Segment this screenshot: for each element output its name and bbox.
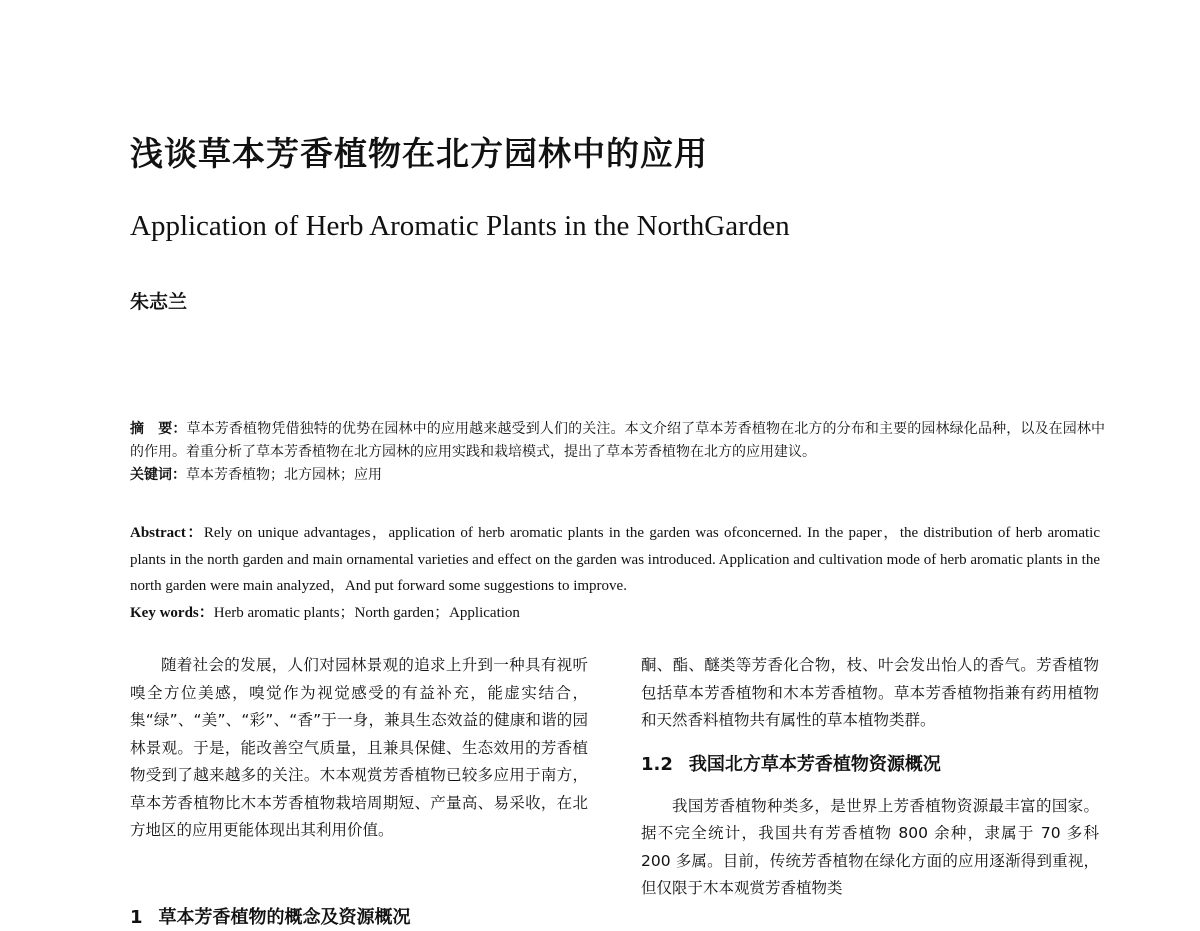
section-1-2-title: 我国北方草本芳香植物资源概况 xyxy=(688,753,941,775)
section-1-title: 草本芳香植物的概念及资源概况 xyxy=(158,907,411,928)
keywords-cn-text: 草本芳香植物；北方园林；应用 xyxy=(186,467,382,483)
abstract-en-label: Abstract： xyxy=(130,525,204,541)
keywords-cn-label: 关键词： xyxy=(130,467,186,483)
keywords-en-label: Key words： xyxy=(130,604,214,621)
keywords-en xyxy=(130,600,1100,627)
continued-paragraph: 酮、酯、醚类等芳香化合物，枝、叶会发出怡人的香气。芳香植物包括草本芳香植物和木本芳香植物。草本芳香植物指兼有药用植物和天然香料植物共有属性的草本植物类群。 xyxy=(641,656,1099,729)
section-1-2-paragraph: 我国芳香植物种类多，是世界上芳香植物资源最丰富的国家。据不完全统计，我国共有芳香植物 800 余种，隶属于 70 多科 200 多属。目前，传统芳香植物在绿化方面的应用逐渐得到重视，但仅限于木本观赏芳香植物类 xyxy=(641,796,1099,897)
abstract-en xyxy=(130,520,1100,600)
paper-title-cn: 浅谈草本芳香植物在北方园林中的应用 xyxy=(130,134,708,173)
keywords-en-text: Herb aromatic plants；North garden；Application xyxy=(213,604,520,621)
body-left-column xyxy=(130,652,588,845)
section-1-heading xyxy=(130,905,411,931)
abstract-cn-label: 摘 要： xyxy=(130,421,187,437)
abstract-en-text: Rely on unique advantages，application of herb aromatic plants in the garden was ofconcerned. In the paper，the distribution of herb aromatic plants in the north garden and main ornamental varieties and effect on the garden was introduced. Application and cultivation mode of herb aromatic plants in the north garden were main analyzed，And put forward some suggestions to improve. xyxy=(130,525,1100,594)
abstract-en-block xyxy=(130,520,1100,626)
abstract-cn-text: 草本芳香植物凭借独特的优势在园林中的应用越来越受到人们的关注。本文介绍了草本芳香植物在北方的分布和主要的园林绿化品种，以及在园林中的作用。着重分析了草本芳香植物在北方园林的应用实践和栽培模式，提出了草本芳香植物在北方的应用建议。 xyxy=(130,421,1105,460)
paper-title-en: Application of Herb Aromatic Plants in the NorthGarden xyxy=(130,210,790,242)
abstract-cn xyxy=(130,418,1105,464)
author-name: 朱志兰 xyxy=(130,291,188,313)
section-1-2-heading xyxy=(641,752,1099,778)
section-1-number: 1 xyxy=(130,907,143,928)
abstract-cn-block xyxy=(130,418,1105,487)
body-right-column xyxy=(641,652,1099,903)
intro-paragraph: 随着社会的发展，人们对园林景观的追求上升到一种具有视听嗅全方位美感，嗅觉作为视觉感受的有益补充，能虚实结合，集“绿”、“美”、“彩”、“香”于一身，兼具生态效益的健康和谐的园林景观。于是，能改善空气质量，且兼具保健、生态效用的芳香植物受到了越来越多的关注。木本观赏芳香植物已较多应用于南方，草本芳香植物比木本芳香植物栽培周期短、产量高、易采收，在北方地区的应用更能体现出其利用价值。 xyxy=(130,656,588,839)
keywords-cn xyxy=(130,464,1105,487)
section-1-2-number: 1.2 xyxy=(641,753,673,775)
